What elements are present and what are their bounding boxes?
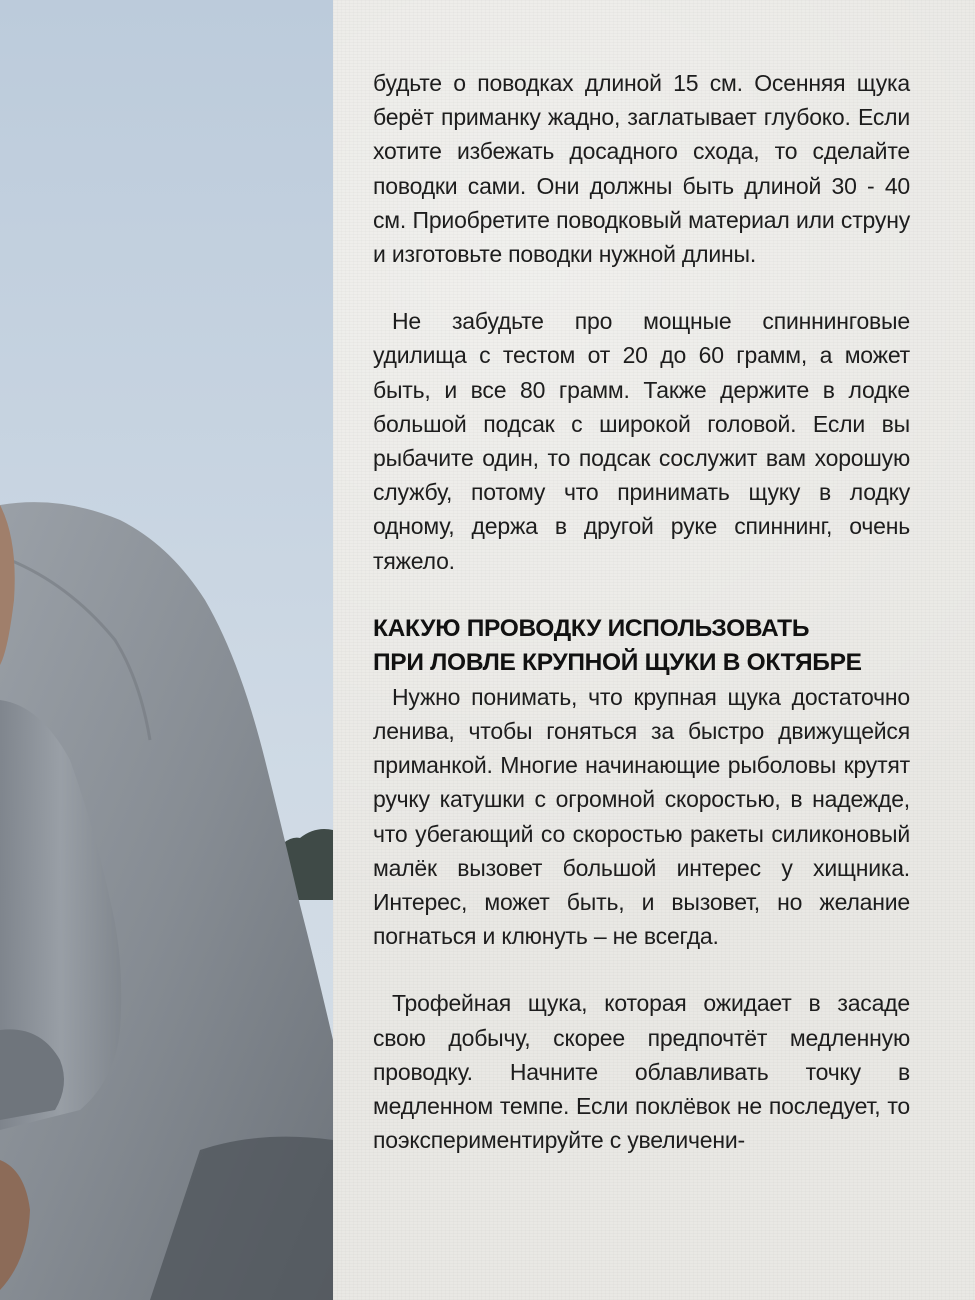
photo-illustration [0,0,333,1300]
section-heading-line-1: КАКУЮ ПРОВОДКУ ИСПОЛЬЗОВАТЬ [373,614,810,642]
section-heading-line-2: ПРИ ЛОВЛЕ КРУПНОЙ ЩУКИ В ОКТЯБРЕ [373,648,862,676]
paragraph-1: будьте о поводках длиной 15 см. Осенняя щука берёт приманку жадно, заглатывает глубоко. Если хотите избежать досадного схода, то сделайте поводки сами. Они должны быть длиной 30 - 40 см. Приобретите поводковый материал или струну и изготовьте поводки нужной длины. [373,70,910,268]
article-column [373,66,910,1157]
fisherman-photo [0,0,333,1300]
section-heading [373,612,910,680]
paragraph-4: Трофейная щука, которая ожидает в засаде свою добычу, скорее предпочтёт медленную проводку. Начните облавливать точку в медленном темпе. Если поклёвок не последует, то поэкспериментируйте с увеличени- [373,990,910,1154]
paragraph-3: Нужно понимать, что крупная щука достаточно ленива, чтобы гоняться за быстро движущейся приманкой. Многие начинающие рыболовы крутят ручку катушки с огромной скоростью, в надежде, что убегающий со скоростью ракеты силиконовый малёк вызовет большой интерес у хищника. Интерес, может быть, и вызовет, но желание погнаться и клюнуть – не всегда. [373,683,910,950]
text-page [333,0,975,1300]
paragraph-2: Не забудьте про мощные спиннинговые удилища с тестом от 20 до 60 грамм, а может быть, и все 80 грамм. Также держите в лодке большой подсак с широкой головой. Если вы рыбачите один, то подсак сослужит вам хорошую службу, потому что принимать щуку в лодку одному, держа в другой руке спиннинг, очень тяжело. [373,308,910,574]
